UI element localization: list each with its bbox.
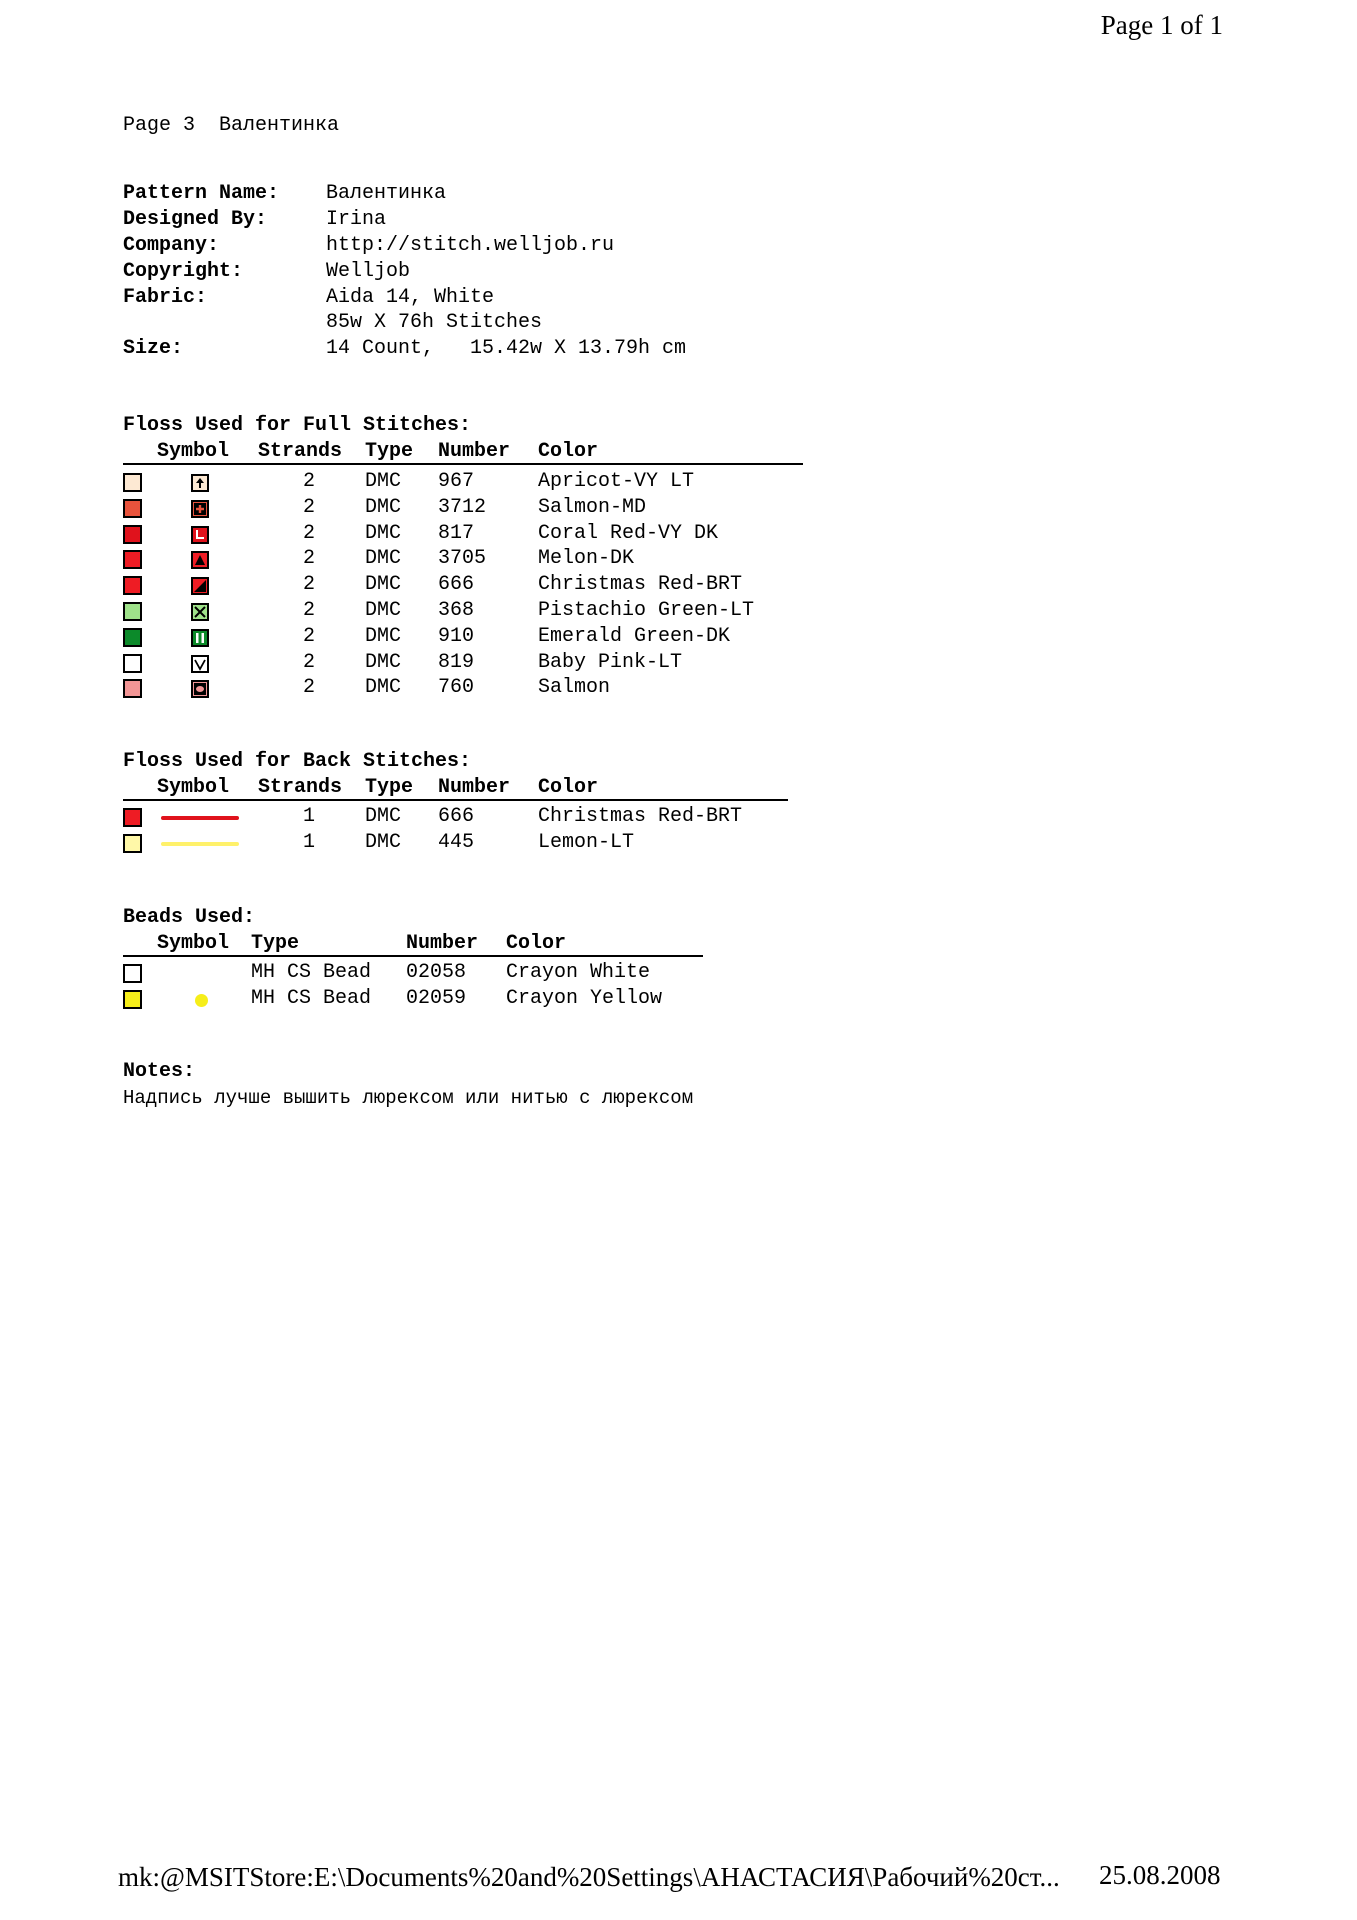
cell-type: MH CS Bead xyxy=(251,987,372,1010)
cell-type: DMC xyxy=(365,470,402,493)
back-stitches-header xyxy=(123,776,788,800)
color-swatch xyxy=(123,834,142,853)
arrow-up-icon xyxy=(191,474,209,492)
cell-type: DMC xyxy=(365,547,402,571)
footer-url: mk:@MSITStore:E:\Documents%20and%20Settings\АНАСТАСИЯ\Рабочий%20ст... xyxy=(118,1862,1060,1892)
cell-type: MH CS Bead xyxy=(251,961,372,984)
full-stitches-rule xyxy=(123,463,803,465)
header-strands: Strands xyxy=(258,440,343,463)
cell-color: Melon-DK xyxy=(538,547,635,571)
plus-icon xyxy=(191,500,209,518)
cell-type: DMC xyxy=(365,831,402,854)
cell-number: 760 xyxy=(438,676,475,700)
cell-strands: 2 xyxy=(303,495,316,519)
cell-color: Salmon xyxy=(538,676,611,700)
color-swatch xyxy=(123,473,142,492)
cell-type: DMC xyxy=(365,495,402,519)
page-header: Page 3 Валентинка xyxy=(123,114,340,137)
header-symbol: Symbol xyxy=(157,440,230,463)
circle-dot-icon xyxy=(191,680,209,698)
cell-color: Crayon Yellow xyxy=(506,987,663,1010)
header-type: Type xyxy=(251,932,300,955)
cell-color: Christmas Red-BRT xyxy=(538,805,743,828)
cell-number: 666 xyxy=(438,573,475,597)
info-label: Pattern Name: xyxy=(123,182,280,205)
header-number: Number xyxy=(438,776,511,799)
cell-type: DMC xyxy=(365,805,402,828)
triangle-icon xyxy=(191,551,209,569)
cell-number: 666 xyxy=(438,805,475,828)
cross-box-icon xyxy=(191,603,209,621)
cell-number: 819 xyxy=(438,650,475,674)
cell-type: DMC xyxy=(365,521,402,545)
cell-color: Baby Pink-LT xyxy=(538,650,683,674)
header-symbol: Symbol xyxy=(157,932,230,955)
cell-number: 02059 xyxy=(406,987,467,1010)
info-value: http://stitch.welljob.ru xyxy=(326,234,615,257)
cell-color: Emerald Green-DK xyxy=(538,624,731,648)
beads-header xyxy=(123,932,703,956)
header-symbol: Symbol xyxy=(157,776,230,799)
cell-strands: 2 xyxy=(303,650,316,674)
color-swatch xyxy=(123,964,142,983)
color-swatch xyxy=(123,654,142,673)
cell-strands: 2 xyxy=(303,521,316,545)
cell-number: 02058 xyxy=(406,961,467,984)
header-type: Type xyxy=(365,776,414,799)
cell-number: 817 xyxy=(438,521,475,545)
bead-dot-icon xyxy=(195,994,208,1007)
cell-color: Apricot-VY LT xyxy=(538,470,695,493)
footer-date: 25.08.2008 xyxy=(1099,1860,1221,1890)
cell-type: DMC xyxy=(365,624,402,648)
cell-color: Salmon-MD xyxy=(538,495,647,519)
color-swatch xyxy=(123,525,142,544)
header-color: Color xyxy=(538,440,599,463)
header-strands: Strands xyxy=(258,776,343,799)
cell-strands: 1 xyxy=(303,831,316,854)
back-stitches-rule xyxy=(123,799,788,801)
info-label: Copyright: xyxy=(123,260,244,283)
full-stitches-title: Floss Used for Full Stitches: xyxy=(123,414,472,437)
info-value: Aida 14, White xyxy=(326,286,495,309)
cell-color: Pistachio Green-LT xyxy=(538,599,755,622)
cell-number: 910 xyxy=(438,624,475,648)
backstitch-line-icon xyxy=(161,842,239,846)
color-swatch xyxy=(123,499,142,518)
cell-strands: 2 xyxy=(303,676,316,700)
info-value: 14 Count, 15.42w X 13.79h cm xyxy=(326,337,687,360)
header-number: Number xyxy=(406,932,479,955)
notes-text: Надпись лучше вышить люрексом или нитью с люрексом xyxy=(123,1087,694,1109)
color-swatch xyxy=(123,550,142,569)
cell-strands: 2 xyxy=(303,573,316,597)
beads-rule xyxy=(123,955,703,957)
header-number: Number xyxy=(438,440,511,463)
cell-color: Crayon White xyxy=(506,961,651,984)
header-color: Color xyxy=(506,932,567,955)
double-bar-icon xyxy=(191,629,209,647)
color-swatch xyxy=(123,576,142,595)
cell-number: 967 xyxy=(438,470,475,493)
cell-number: 3712 xyxy=(438,495,487,519)
cell-strands: 1 xyxy=(303,805,316,828)
cell-number: 3705 xyxy=(438,547,487,571)
back-stitches-title: Floss Used for Back Stitches: xyxy=(123,750,472,773)
color-swatch xyxy=(123,602,142,621)
info-value: Irina xyxy=(326,208,387,231)
full-stitches-header xyxy=(123,440,803,464)
cell-type: DMC xyxy=(365,573,402,597)
page-number: Page 1 of 1 xyxy=(1100,10,1223,40)
cell-type: DMC xyxy=(365,676,402,700)
color-swatch xyxy=(123,808,142,827)
beads-title: Beads Used: xyxy=(123,906,256,929)
cell-strands: 2 xyxy=(303,470,316,493)
bead-dot-icon xyxy=(195,968,208,981)
info-label: Company: xyxy=(123,234,220,257)
v-icon xyxy=(191,655,209,673)
header-type: Type xyxy=(365,440,414,463)
cell-color: Christmas Red-BRT xyxy=(538,573,743,597)
corner-icon xyxy=(191,526,209,544)
cell-color: Coral Red-VY DK xyxy=(538,521,719,545)
cell-color: Lemon-LT xyxy=(538,831,635,854)
cell-type: DMC xyxy=(365,599,402,622)
info-label: Size: xyxy=(123,337,184,360)
color-swatch xyxy=(123,990,142,1009)
info-label: Fabric: xyxy=(123,286,208,309)
info-value: Валентинка xyxy=(326,182,447,205)
cell-number: 445 xyxy=(438,831,475,854)
diagonal-half-icon xyxy=(191,577,209,595)
color-swatch xyxy=(123,628,142,647)
backstitch-line-icon xyxy=(161,816,239,820)
color-swatch xyxy=(123,679,142,698)
cell-strands: 2 xyxy=(303,547,316,571)
cell-strands: 2 xyxy=(303,624,316,648)
cell-type: DMC xyxy=(365,650,402,674)
notes-label: Notes: xyxy=(123,1060,196,1083)
cell-strands: 2 xyxy=(303,599,316,622)
info-label: Designed By: xyxy=(123,208,268,231)
cell-number: 368 xyxy=(438,599,475,622)
info-value: 85w X 76h Stitches xyxy=(326,311,543,334)
header-color: Color xyxy=(538,776,599,799)
info-value: Welljob xyxy=(326,260,411,283)
